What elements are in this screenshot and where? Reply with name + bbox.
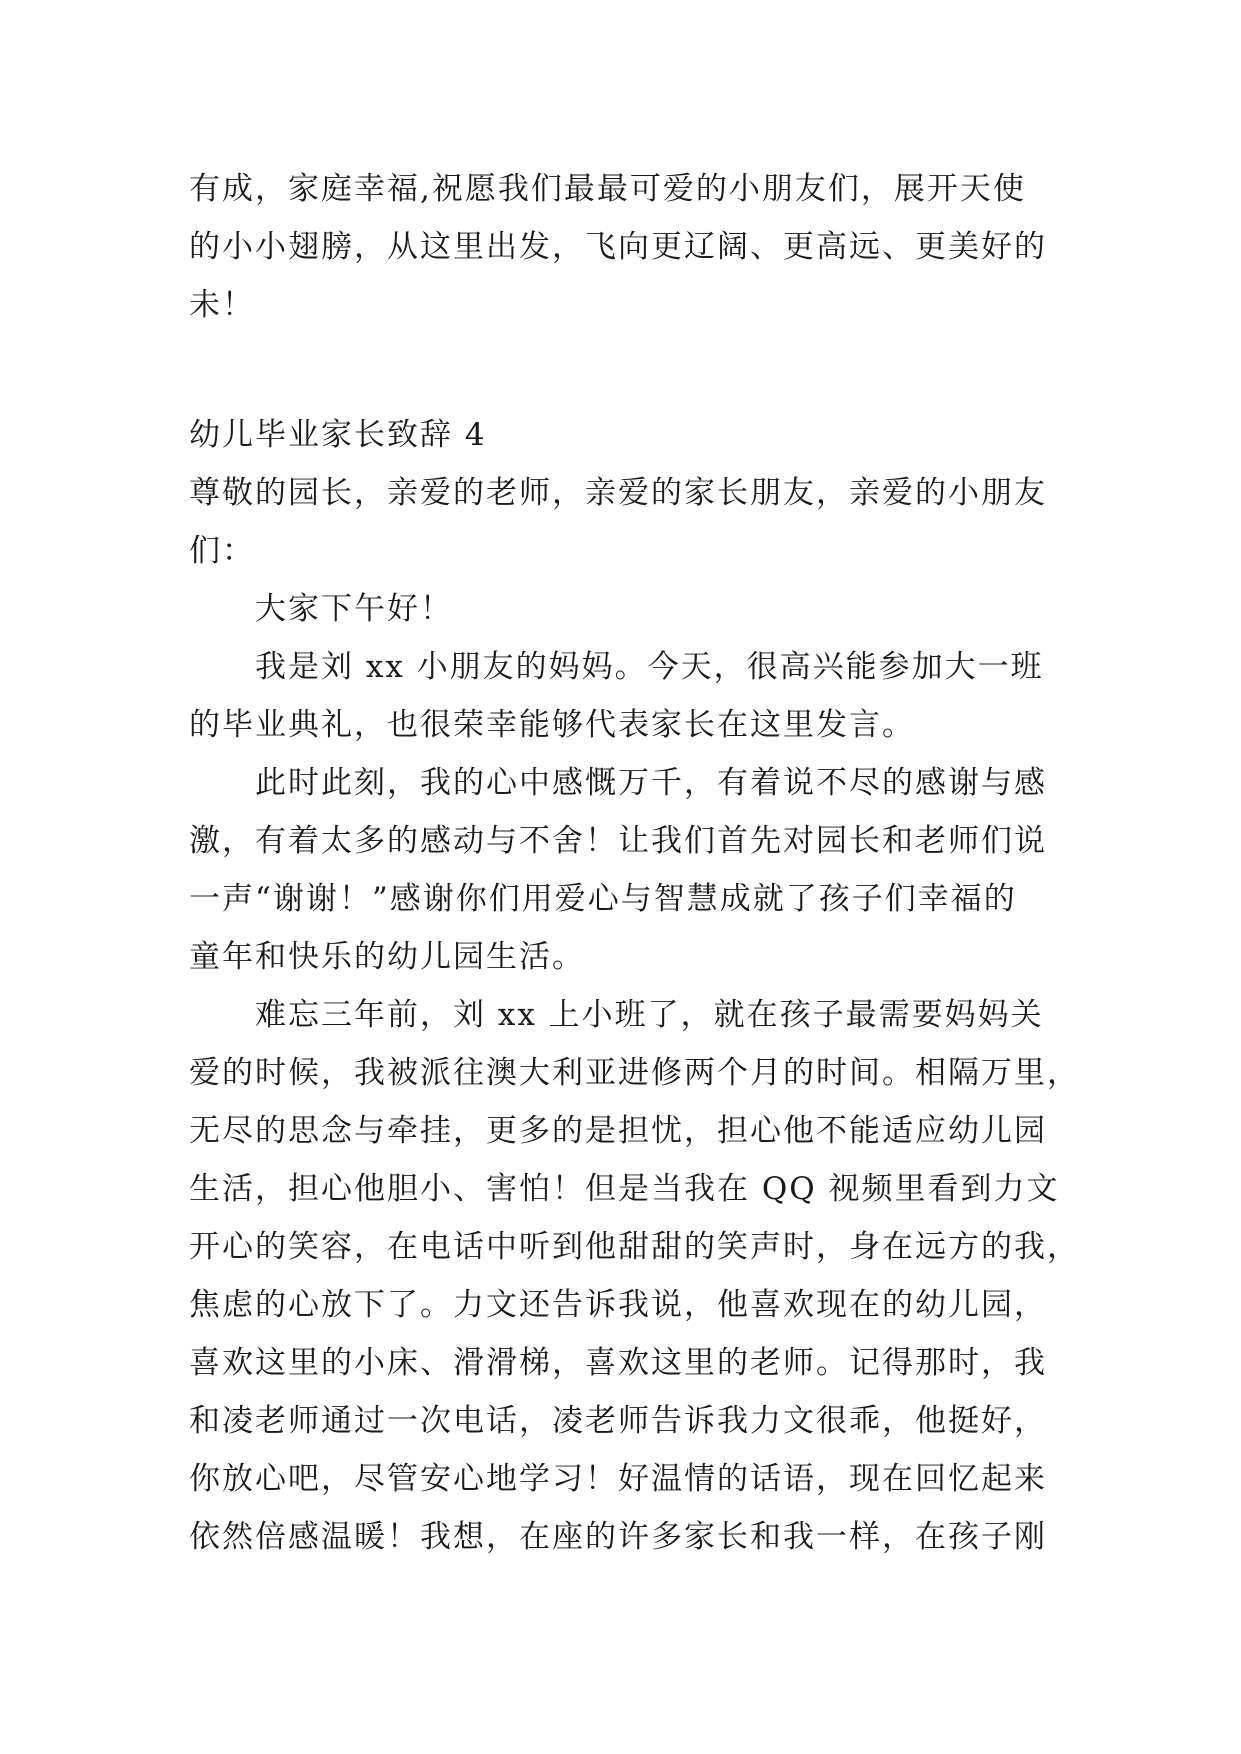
document-page	[189, 160, 1080, 1566]
paragraph-3	[189, 986, 1080, 1566]
text-line: 们：	[189, 533, 255, 569]
text-line: 我是刘 xx 小朋友的妈妈。今天，很高兴能参加大一班	[255, 649, 1044, 685]
text-line: 焦虑的心放下了。力文还告诉我说，他喜欢现在的幼儿园，	[189, 1287, 1047, 1323]
text-line: 无尽的思念与牵挂，更多的是担忧，担心他不能适应幼儿园	[189, 1113, 1047, 1149]
text-line: 童年和快乐的幼儿园生活。	[189, 939, 585, 975]
text-line: 你放心吧，尽管安心地学习！好温情的话语，现在回忆起来	[189, 1461, 1047, 1497]
text-line: 尊敬的园长，亲爱的老师，亲爱的家长朋友，亲爱的小朋友	[189, 475, 1047, 511]
text-line: 爱的时候，我被派往澳大利亚进修两个月的时间。相隔万里，	[189, 1055, 1080, 1091]
section-title: 幼儿毕业家长致辞 4	[189, 417, 487, 453]
text-line: 难忘三年前，刘 xx 上小班了，就在孩子最需要妈妈关	[255, 997, 1044, 1033]
text-line: 一声“谢谢！”感谢你们用爱心与智慧成就了孩子们幸福的	[189, 881, 1017, 917]
text-line: 此时此刻，我的心中感慨万千，有着说不尽的感谢与感	[255, 765, 1047, 801]
greeting-paragraph	[189, 580, 1059, 638]
text-line: 和凌老师通过一次电话，凌老师告诉我力文很乖，他挺好，	[189, 1403, 1047, 1439]
text-line: 喜欢这里的小床、滑滑梯，喜欢这里的老师。记得那时，我	[189, 1345, 1047, 1381]
text-line: 未！	[189, 287, 255, 323]
paragraph-1	[189, 638, 1059, 754]
text-line: 有成，家庭幸福,祝愿我们最最可爱的小朋友们，展开天使	[189, 171, 1026, 207]
paragraph-2	[189, 754, 1059, 986]
intro-paragraph	[189, 160, 1059, 334]
text-line: 激，有着太多的感动与不舍！让我们首先对园长和老师们说	[189, 823, 1047, 859]
text-line: 的小小翅膀，从这里出发，飞向更辽阔、更高远、更美好的	[189, 229, 1047, 265]
salutation-paragraph	[189, 464, 1059, 580]
text-line: 依然倍感温暖！我想，在座的许多家长和我一样，在孩子刚	[189, 1519, 1047, 1555]
text-line: 开心的笑容，在电话中听到他甜甜的笑声时，身在远方的我，	[189, 1229, 1080, 1265]
text-line: 生活，担心他胆小、害怕！但是当我在 QQ 视频里看到力文	[189, 1171, 1060, 1207]
text-line: 的毕业典礼，也很荣幸能够代表家长在这里发言。	[189, 707, 915, 743]
text-line: 大家下午好！	[255, 591, 453, 627]
